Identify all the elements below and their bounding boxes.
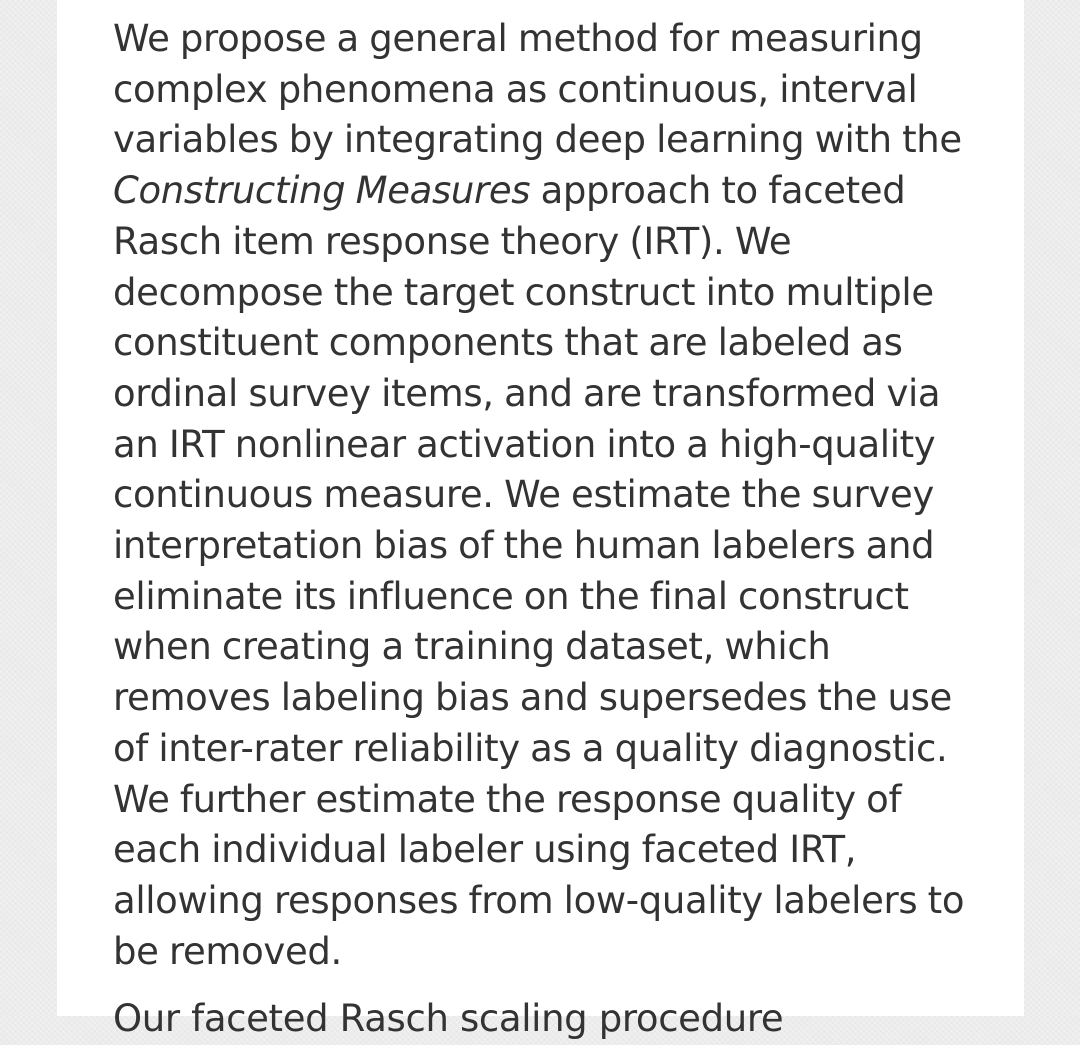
next-paragraph-partial: Our faceted Rasch scaling procedure [113, 997, 784, 1040]
article-card [57, 0, 1024, 1040]
abstract-text-intro: We propose a general method for measuring complex phenomena as continuous, interval variables by integrating deep learning with the [113, 17, 962, 162]
abstract-text-body: approach to faceted Rasch item response theory (IRT). We decompose the target construct into multiple constituent components that are labeled as ordinal survey items, and are transformed via an IRT nonlinear activation into a high-quality continuous measure. We estimate the survey interpretation bias of the human labelers and eliminate its influence on the final construct when creating a training dataset, which removes labeling bias and supersedes the use of inter-rater reliability as a quality diagnostic. We further estimate the response quality of each individual labeler using faceted IRT, allowing responses from low-quality labelers to be removed. [113, 169, 965, 973]
abstract-italic-title: Constructing Measures [113, 169, 531, 213]
abstract-paragraph [113, 14, 993, 977]
